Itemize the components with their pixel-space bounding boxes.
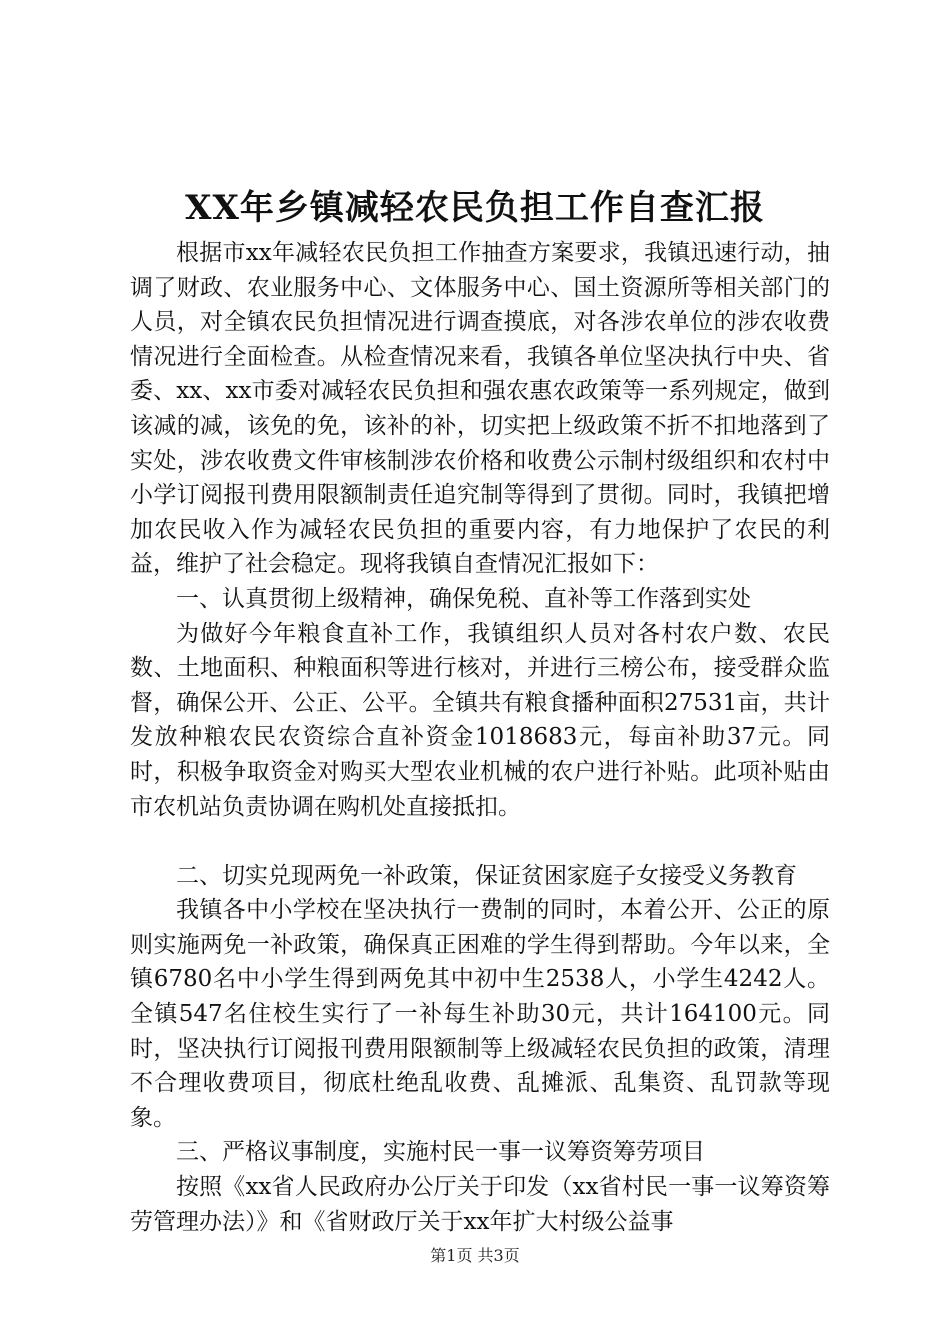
page-footer: 第1页 共3页 — [430, 1246, 520, 1265]
paragraph-intro: 根据市xx年减轻农民负担工作抽查方案要求，我镇迅速行动，抽调了财政、农业服务中心、文体服务中心、国土资源所等相关部门的人员，对全镇农民负担情况进行调查摸底，对各涉农单位的涉农收费情况进行全面检查。从检查情况来看，我镇各单位坚决执行中央、省委、xx、xx市委对减轻农民负担和强农惠农政策等一系列规定，做到该减的减，该免的免，该补的补，切实把上级政策不折不扣地落到了实处，涉农收费文件审核制涉农价格和收费公示制村级组织和农村中小学订阅报刊费用限额制责任追究制等得到了贯彻。同时，我镇把增加农民收入作为减轻农民负担的重要内容，有力地保护了农民的利益，维护了社会稳定。现将我镇自查情况汇报如下： — [130, 240, 830, 578]
paragraph-section-2: 我镇各中小学校在坚决执行一费制的同时，本着公开、公正的原则实施两免一补政策，确保真正困难的学生得到帮助。今年以来，全镇6780名中小学生得到两免其中初中生2538人，小学生4242人。全镇547名住校生实行了一补每生补助30元，共计164100元。同时，坚决执行订阅报刊费用限额制等上级减轻农民负担的政策，清理不合理收费项目，彻底杜绝乱收费、乱摊派、乱集资、乱罚款等现象。 — [130, 897, 830, 1131]
document-title: XX年乡镇减轻农民负担工作自查汇报 — [185, 188, 765, 228]
paragraph-section-1: 为做好今年粮食直补工作，我镇组织人员对各村农户数、农民数、土地面积、种粮面积等进行核对，并进行三榜公布，接受群众监督，确保公开、公正、公平。全镇共有粮食播种面积27531亩，共计发放种粮农民农资综合直补资金1018683元，每亩补助37元。同时，积极争取资金对购买大型农业机械的农户进行补贴。此项补贴由市农机站负责协调在购机处直接抵扣。 — [130, 620, 830, 820]
section-heading-3: 三、严格议事制度，实施村民一事一议筹资筹劳项目 — [176, 1139, 705, 1166]
paragraph-section-3: 按照《xx省人民政府办公厅关于印发（xx省村民一事一议筹资筹劳管理办法）》和《省财政厅关于xx年扩大村级公益事 — [130, 1174, 830, 1235]
section-heading-2: 二、切实兑现两免一补政策，保证贫困家庭子女接受义务教育 — [176, 862, 797, 889]
section-heading-1: 一、认真贯彻上级精神，确保免税、直补等工作落到实处 — [176, 585, 751, 612]
document-body — [130, 236, 830, 1239]
